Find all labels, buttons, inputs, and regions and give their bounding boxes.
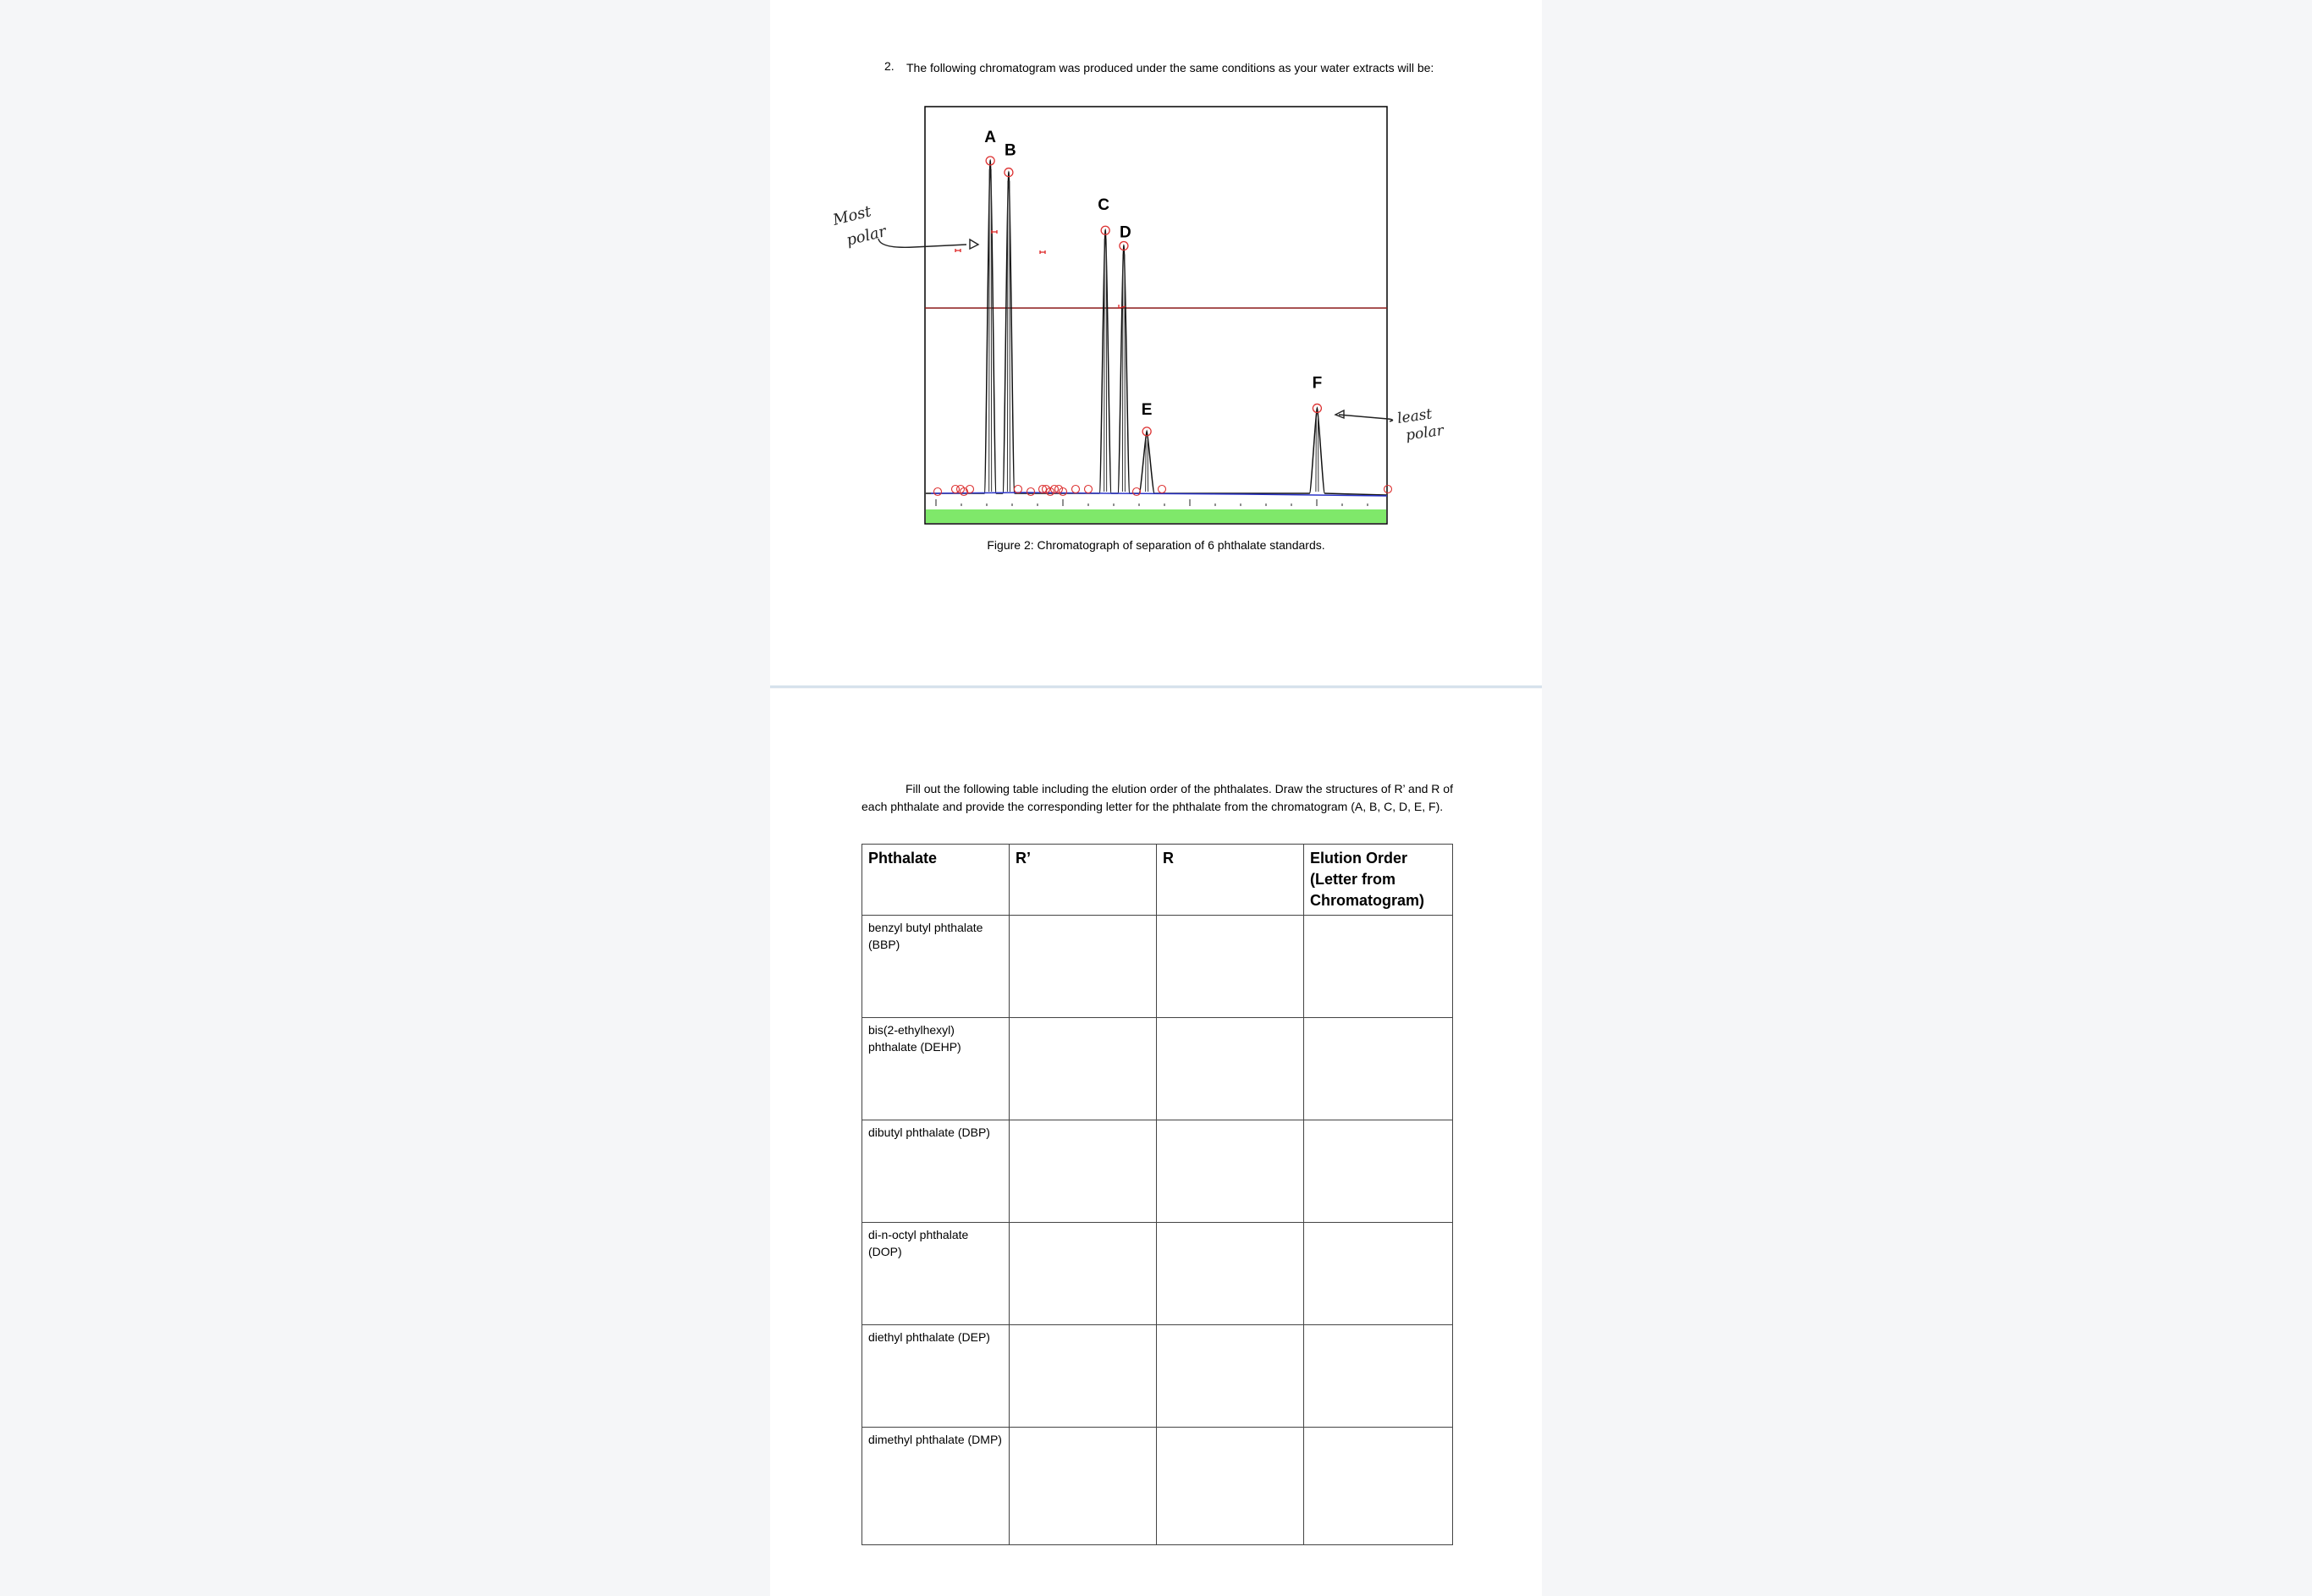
figure-caption: Figure 2: Chromatograph of separation of 6 phthalate standards. bbox=[987, 538, 1325, 552]
most-polar-text-2: polar bbox=[845, 222, 889, 250]
table-row bbox=[862, 1325, 1453, 1428]
peak-label-a: A bbox=[984, 128, 997, 146]
elution-order-cell[interactable] bbox=[1304, 1428, 1453, 1545]
r-prime-cell[interactable] bbox=[1010, 1428, 1157, 1545]
elution-order-cell[interactable] bbox=[1304, 1018, 1453, 1120]
peak-label-f: F bbox=[1312, 374, 1323, 393]
table-row bbox=[862, 1428, 1453, 1545]
chart-frame bbox=[925, 107, 1387, 524]
question-text: The following chromatogram was produced under the same conditions as your water extracts will be: bbox=[906, 61, 1434, 74]
table-row bbox=[862, 1120, 1453, 1223]
r-cell[interactable] bbox=[1157, 1428, 1304, 1545]
r-prime-cell[interactable] bbox=[1010, 916, 1157, 1018]
table-header-row bbox=[862, 845, 1453, 916]
r-prime-cell[interactable] bbox=[1010, 1223, 1157, 1325]
header-elution-order: Elution Order (Letter from Chromatogram) bbox=[1304, 845, 1453, 916]
least-polar-text-2: polar bbox=[1404, 421, 1445, 444]
least-polar-text-1: least bbox=[1395, 405, 1434, 427]
peak-label-e: E bbox=[1141, 400, 1153, 419]
r-cell[interactable] bbox=[1157, 1120, 1304, 1223]
table-row bbox=[862, 1018, 1453, 1120]
elution-order-cell[interactable] bbox=[1304, 916, 1453, 1018]
peak-label-d: D bbox=[1120, 223, 1131, 242]
phthalate-name-cell: bis(2-ethylhexyl) phthalate (DEHP) bbox=[862, 1018, 1010, 1120]
table-row bbox=[862, 1223, 1453, 1325]
elution-order-cell[interactable] bbox=[1304, 1223, 1453, 1325]
r-cell[interactable] bbox=[1157, 1223, 1304, 1325]
question-number: 2. bbox=[884, 59, 895, 73]
phthalate-name-cell: dimethyl phthalate (DMP) bbox=[862, 1428, 1010, 1545]
most-polar-text-1: Most bbox=[831, 202, 873, 229]
table-row bbox=[862, 916, 1453, 1018]
header-phthalate: Phthalate bbox=[862, 845, 1010, 916]
r-cell[interactable] bbox=[1157, 1018, 1304, 1120]
document-page-1 bbox=[770, 0, 1542, 685]
phthalate-name-cell: benzyl butyl phthalate (BBP) bbox=[862, 916, 1010, 1018]
peak-label-c: C bbox=[1098, 196, 1110, 215]
r-prime-cell[interactable] bbox=[1010, 1120, 1157, 1223]
table-instructions: Fill out the following table including the elution order of the phthalates. Draw the structures of R’ and R of each phthalate and provide the corresponding letter for the phthalate from the chromatogram (A, B, C, D, E, F). bbox=[861, 782, 1453, 813]
r-prime-cell[interactable] bbox=[1010, 1325, 1157, 1428]
header-r: R bbox=[1157, 845, 1304, 916]
chromatogram-figure bbox=[770, 0, 1542, 575]
r-cell[interactable] bbox=[1157, 1325, 1304, 1428]
elution-order-cell[interactable] bbox=[1304, 1325, 1453, 1428]
document-page-2 bbox=[770, 689, 1542, 1596]
page-divider bbox=[770, 685, 1542, 688]
r-cell[interactable] bbox=[1157, 916, 1304, 1018]
time-axis-band bbox=[926, 509, 1386, 523]
r-prime-cell[interactable] bbox=[1010, 1018, 1157, 1120]
phthalate-table bbox=[861, 844, 1453, 1545]
header-r-prime: R’ bbox=[1010, 845, 1157, 916]
elution-order-cell[interactable] bbox=[1304, 1120, 1453, 1223]
phthalate-name-cell: diethyl phthalate (DEP) bbox=[862, 1325, 1010, 1428]
phthalate-name-cell: di-n-octyl phthalate (DOP) bbox=[862, 1223, 1010, 1325]
phthalate-name-cell: dibutyl phthalate (DBP) bbox=[862, 1120, 1010, 1223]
peak-label-b: B bbox=[1005, 141, 1016, 160]
